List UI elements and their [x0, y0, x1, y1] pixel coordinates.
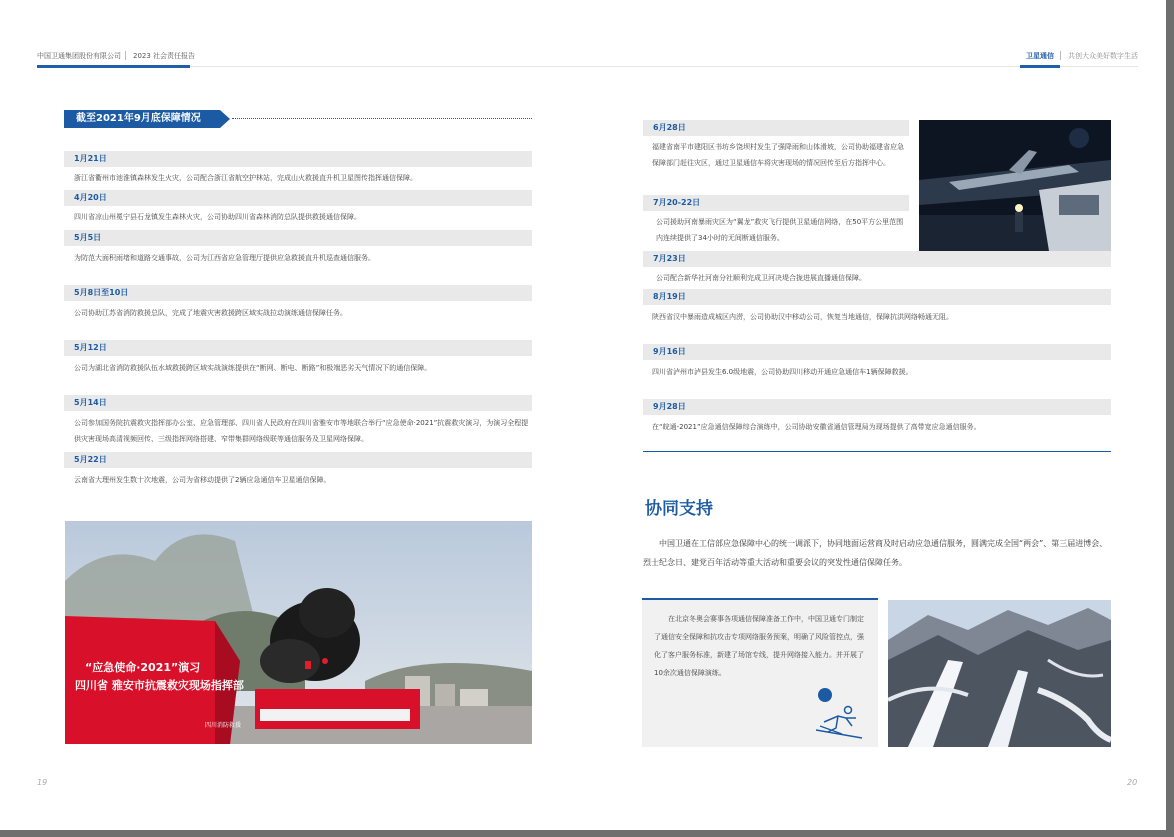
coop-title: 协同支持 [645, 499, 713, 519]
date-bar: 5月8日至10日 [64, 285, 532, 301]
entry-text: 四川省凉山州冕宁县石龙镇发生森林火灾，公司协助四川省森林消防总队提供救援通信保障。 [74, 213, 361, 221]
entry-text: 公司参加国务院抗震救灾指挥部办公室、应急管理部、四川省人民政府在四川省雅安市等地联合举行“应急使命·2021”抗震救灾演习，为演习全程提供灾害现场高清视频回传、三级指挥网络搭建、窄带集群网络级联等通信服务及卫星网络保障。 [74, 419, 529, 443]
date-bar: 5月14日 [64, 395, 532, 411]
section-divider [643, 451, 1111, 452]
header-divider [1060, 51, 1061, 60]
date-bar: 9月16日 [643, 344, 1111, 360]
tent-banner-line2: 四川省 雅安市抗震救灾现场指挥部 [75, 679, 244, 692]
date-bar: 6月28日 [643, 120, 909, 136]
header-rule [190, 66, 1020, 67]
entry-text: 公司援助河南暴雨灾区为“翼龙”救灾飞行提供卫星通信网络，在50平方公里范围内连续提供了34小时的无间断通信服务。 [656, 218, 904, 242]
entry-text: 公司为湖北省消防救援队伍水域救援跨区域实战演练提供在“断网、断电、断路”和极端恶劣天气情况下的通信保障。 [74, 364, 432, 372]
entry-text: 浙江省衢州市池淮镇森林发生火灾，公司配合浙江省航空护林站，完成山火救援直升机卫星图传指挥通信保障。 [74, 174, 417, 182]
date-bar: 8月19日 [643, 289, 1111, 305]
page-number-left: 19 [37, 778, 48, 787]
header-accent-right [1020, 65, 1060, 68]
coop-paragraph: 中国卫通在工信部应急保障中心的统一调派下，协同地面运营商及时启动应急通信服务，圆满完成全国“两会”、第三届进博会、烈士纪念日、建党百年活动等重大活动和重要会议的突发性通信保障任务。 [643, 539, 1108, 567]
header-accent-left [37, 65, 190, 68]
tent-small-label: 四川消防救援 [205, 722, 242, 729]
entry-text: 四川省泸州市泸县发生6.0级地震，公司协助四川移动开通应急通信车1辆保障救援。 [652, 368, 913, 376]
header-company: 中国卫通集团股份有限公司 [37, 52, 121, 60]
olympics-text: 在北京冬奥会赛事各项通信保障准备工作中，中国卫通专门制定了通信安全保障和抗攻击专项网络服务预案，明确了风险管控点，强化了客户服务标准，新建了场馆专线，提升网络接入能力。并开展了10余次通信保障演练。 [654, 615, 864, 677]
date-bar: 4月20日 [64, 190, 532, 206]
page-number-right: 20 [1127, 778, 1138, 787]
header-section: 卫星通信 [1026, 52, 1054, 60]
header-slogan: 共创大众美好数字生活 [1068, 52, 1138, 60]
entry-text: 公司配合新华社河南分社顺利完成卫河决堤合拢进展直播通信保障。 [656, 274, 866, 282]
header-report-title: 2023 社会责任报告 [133, 52, 196, 60]
entry-text: 在“皖通-2021”应急通信保障综合演练中，公司协助安徽省通信管理局为现场提供了高带宽应急通信服务。 [652, 423, 981, 431]
header-divider [125, 51, 126, 60]
entry-text: 云南省大理州发生数十次地震，公司为省移动提供了2辆应急通信车卫星通信保障。 [74, 476, 331, 484]
entry-text: 公司协助江苏省消防救援总队，完成了地震灾害救援跨区域实战拉动演练通信保障任务。 [74, 309, 347, 317]
date-bar: 1月21日 [64, 151, 532, 167]
earthquake-drill-photo [65, 521, 532, 744]
date-bar: 5月22日 [64, 452, 532, 468]
skier-icon [812, 704, 868, 740]
ski-venue-photo [888, 600, 1111, 747]
drone-night-photo [919, 120, 1111, 251]
title-dotted-line [232, 118, 532, 119]
medal-icon [818, 688, 832, 702]
date-bar: 7月20-22日 [643, 195, 909, 211]
entry-text: 福建省南平市建阳区书坊乡饶坝村发生了强降雨和山体滑坡，公司协助福建省应急保障部门赶往灾区，通过卫星通信车将灾害现场的情况回传至后方指挥中心。 [652, 143, 904, 167]
olympics-box [642, 598, 878, 747]
section-title: 截至2021年9月底保障情况 [64, 110, 220, 128]
date-bar: 9月28日 [643, 399, 1111, 415]
date-bar: 5月5日 [64, 230, 532, 246]
date-bar: 5月12日 [64, 340, 532, 356]
date-bar: 7月23日 [643, 251, 1111, 267]
tent-banner-line1: “应急使命·2021”演习 [85, 661, 201, 674]
entry-text: 陕西省汉中暴雨造成城区内涝，公司协助汉中移动公司，恢复当地通信，保障抗洪网络畅通无阻。 [652, 313, 953, 321]
header-rule [1060, 66, 1138, 67]
entry-text: 为防范大面积雨堵和道路交通事故，公司为江西省应急管理厅提供应急救援直升机巡查通信服务。 [74, 254, 375, 262]
